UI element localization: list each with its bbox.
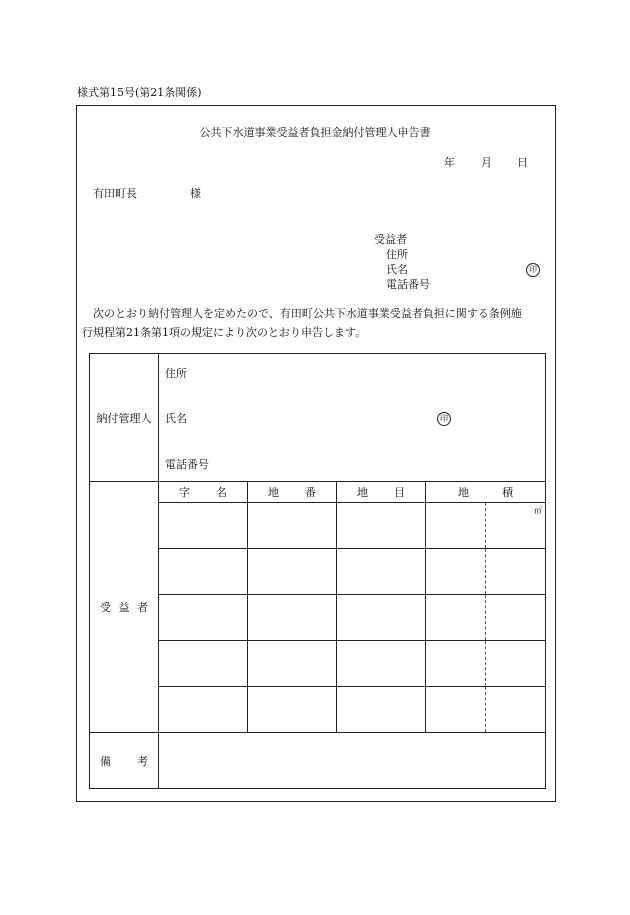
remarks-cell[interactable] [159,733,546,789]
label-char: 地 [357,486,368,499]
label-char: 積 [502,486,514,499]
beneficiary-label [90,599,158,615]
row-cell[interactable] [426,503,486,549]
beneficiary-label-cell [90,482,159,733]
row-cell[interactable] [337,595,426,641]
row-cell[interactable] [248,503,337,549]
table-row [90,549,546,595]
declaration-table [89,353,546,789]
manager-label-cell [90,354,159,482]
row-cell[interactable] [159,687,248,733]
row-cell[interactable] [426,687,486,733]
row-cell[interactable] [248,641,337,687]
row-cell[interactable] [426,595,486,641]
label-char: 受 [100,601,111,614]
col-header-chimoku [337,484,425,500]
label-char: 名 [216,486,227,499]
form-title: 公共下水道事業受益者負担金納付管理人申告書 [199,126,431,139]
label-char: 字 [179,486,190,499]
row-cell[interactable] [248,549,337,595]
label-char: 地 [268,486,279,499]
addressee-name: 有田町長 [93,187,137,200]
applicant-name-label: 氏名 [386,263,408,276]
table-row [90,503,546,549]
manager-info-cell [159,354,546,482]
label-char: 地 [458,486,469,499]
row-cell[interactable] [337,503,426,549]
applicant-heading: 受益者 [374,233,407,246]
form-number: 様式第15号(第21条関係) [77,86,202,99]
seal-icon: 印 [437,412,451,426]
row-cell[interactable] [486,503,546,549]
col-header-cell [159,482,248,503]
manager-label: 納付管理人 [96,411,152,425]
table-row [90,595,546,641]
row-cell[interactable] [426,641,486,687]
date-day-label: 日 [517,156,528,169]
addressee-honorific: 様 [190,187,201,200]
label-char: 考 [137,754,148,768]
row-cell[interactable] [159,595,248,641]
row-cell[interactable] [486,687,546,733]
row-cell[interactable] [486,549,546,595]
date-year-label: 年 [444,156,455,169]
applicant-phone-label: 電話番号 [386,278,430,291]
body-text-line1: 次のとおり納付管理人を定めたので、有田町公共下水道事業受益者負担に関する条例施 [93,307,522,320]
label-char: 目 [394,486,405,499]
label-char: 番 [305,486,316,499]
col-header-cell [337,482,426,503]
row-cell[interactable] [159,641,248,687]
row-cell[interactable] [337,549,426,595]
table-row [90,687,546,733]
area-unit: ㎡ [534,506,543,515]
row-cell[interactable] [159,549,248,595]
applicant-seal [526,262,540,277]
date-month-label: 月 [481,156,492,169]
label-char: 備 [100,754,111,768]
remarks-label-cell [90,733,159,789]
row-cell[interactable] [248,595,337,641]
row-cell[interactable] [159,503,248,549]
label-char: 益 [118,601,130,614]
row-cell[interactable] [337,687,426,733]
applicant-address-label: 住所 [386,248,408,261]
col-header-cell [426,482,546,503]
seal-icon: 印 [526,263,540,277]
col-header-chiban [248,484,336,500]
body-text-line2: 行規程第21条第1項の規定により次のとおり申告します。 [82,326,367,339]
manager-address-label: 住所 [165,367,187,380]
label-char: 者 [137,601,148,614]
manager-seal [437,411,451,426]
manager-name-label: 氏名 [165,412,187,425]
col-header-cell [248,482,337,503]
row-cell[interactable] [337,641,426,687]
row-cell[interactable] [486,641,546,687]
manager-phone-label: 電話番号 [165,458,209,471]
col-header-azamei [159,484,247,500]
remarks-label [90,753,158,769]
table-row [90,641,546,687]
row-cell[interactable] [248,687,337,733]
row-cell[interactable] [426,549,486,595]
col-header-chiseki [426,484,545,500]
row-cell[interactable] [486,595,546,641]
